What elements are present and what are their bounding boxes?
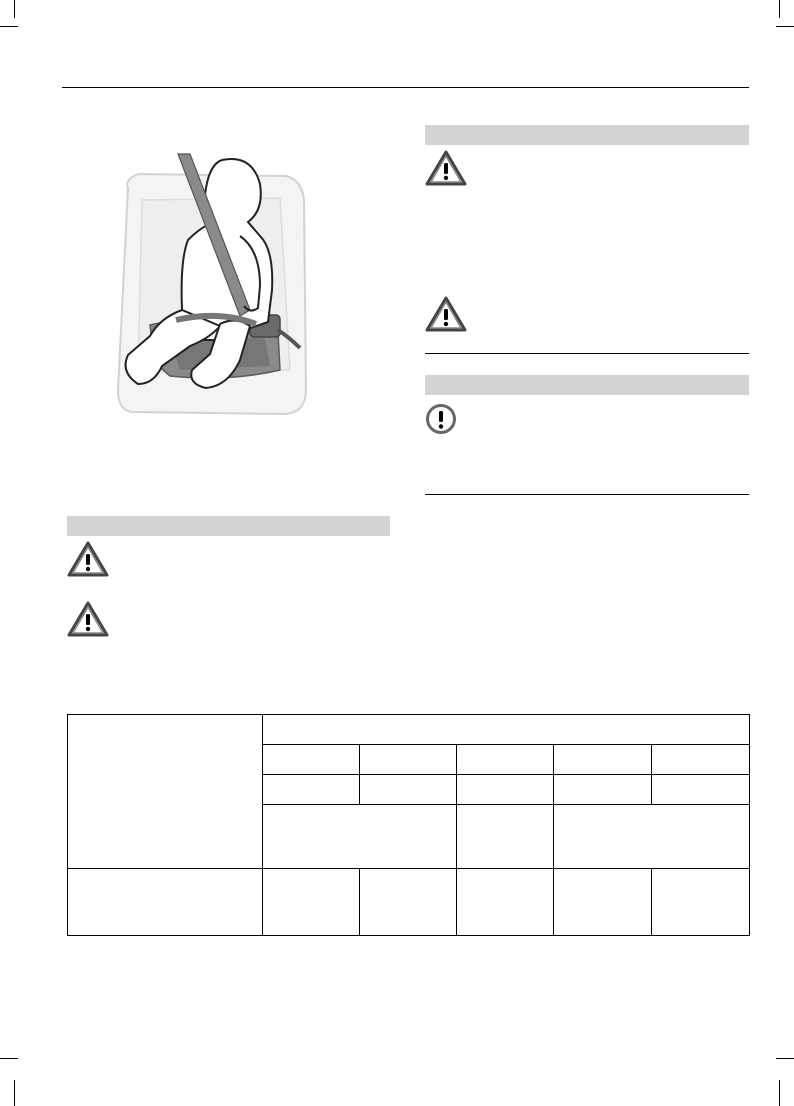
table-cell bbox=[652, 869, 750, 936]
notice-section-bar bbox=[425, 375, 749, 395]
table-cell bbox=[554, 805, 750, 869]
table-cell bbox=[554, 745, 652, 775]
table-cell bbox=[360, 869, 457, 936]
table-cell bbox=[652, 745, 750, 775]
table-cell bbox=[263, 775, 360, 805]
header-rule bbox=[62, 87, 749, 88]
section-divider bbox=[425, 494, 749, 495]
table-cell bbox=[457, 869, 554, 936]
warning-section-bar bbox=[67, 516, 390, 536]
warning-triangle-icon bbox=[67, 541, 109, 577]
table-cell bbox=[457, 775, 554, 805]
table-cell bbox=[652, 775, 750, 805]
table-row-label-cell bbox=[68, 869, 263, 936]
table-cell bbox=[263, 805, 457, 869]
child-on-booster-seat-illustration bbox=[110, 140, 320, 420]
table-cell bbox=[554, 775, 652, 805]
crop-mark-bottom-left bbox=[14, 1080, 15, 1106]
crop-mark-top-left bbox=[14, 0, 15, 18]
crop-mark-bottom-right bbox=[776, 1058, 794, 1059]
table-cell bbox=[554, 869, 652, 936]
table-header-span-cell bbox=[263, 715, 750, 745]
warning-section-bar bbox=[425, 125, 749, 145]
warning-triangle-icon bbox=[67, 601, 109, 637]
crop-mark-top-left bbox=[0, 26, 18, 27]
crop-mark-top-right bbox=[779, 0, 780, 18]
crop-mark-top-right bbox=[776, 26, 794, 27]
table-cell bbox=[457, 745, 554, 775]
seat-position-table bbox=[67, 714, 750, 936]
table-cell bbox=[263, 869, 360, 936]
exclamation-circle-icon bbox=[425, 403, 457, 435]
table-cell bbox=[360, 775, 457, 805]
table-header-left-cell bbox=[68, 715, 263, 869]
warning-triangle-icon bbox=[425, 150, 467, 186]
table-cell bbox=[360, 745, 457, 775]
section-divider bbox=[425, 353, 749, 354]
crop-mark-bottom-left bbox=[0, 1058, 18, 1059]
table-cell bbox=[263, 745, 360, 775]
table-cell bbox=[457, 805, 554, 869]
crop-mark-bottom-right bbox=[779, 1080, 780, 1106]
warning-triangle-icon bbox=[425, 296, 467, 332]
